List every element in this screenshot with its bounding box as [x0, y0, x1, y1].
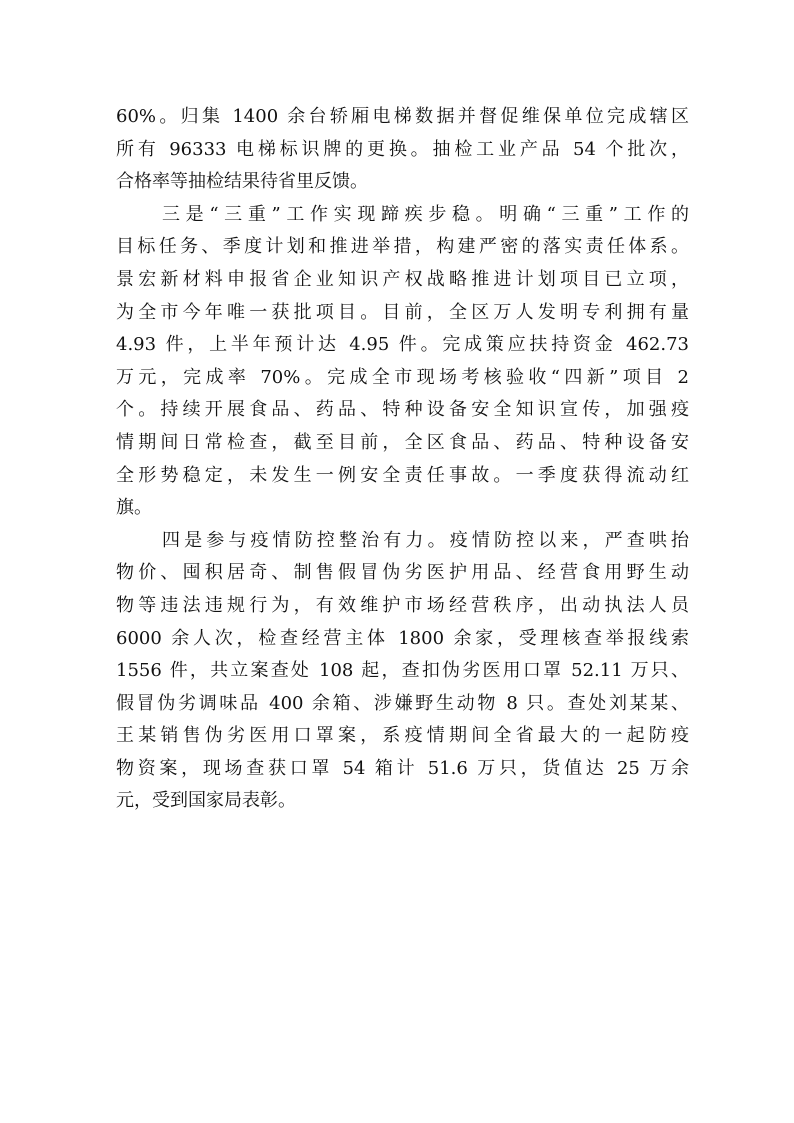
paragraph-2 [116, 199, 689, 525]
text-line: 四是参与疫情防控整治有力。疫情防控以来，严查哄抬 [162, 529, 689, 551]
text-line: 物资案，现场查获口罩 54 箱计 51.6 万只，货值达 25 万余 [116, 757, 689, 779]
text-line: 王某销售伪劣医用口罩案，系疫情期间全省最大的一起防疫 [116, 725, 689, 747]
text-line: 为全市今年唯一获批项目。目前，全区万人发明专利拥有量 [116, 301, 689, 323]
text-line: 旗。 [116, 497, 152, 519]
document-body [116, 101, 689, 818]
paragraph-1 [116, 101, 689, 199]
text-line: 个。持续开展食品、药品、特种设备安全知识宣传，加强疫 [116, 399, 689, 421]
text-line: 物价、囤积居奇、制售假冒伪劣医护用品、经营食用野生动 [116, 562, 689, 584]
text-line: 三是“三重”工作实现蹄疾步稳。明确“三重”工作的 [162, 203, 689, 225]
text-line: 元，受到国家局表彰。 [116, 790, 296, 812]
text-line: 所有 96333 电梯标识牌的更换。抽检工业产品 54 个批次， [116, 138, 689, 160]
text-line: 物等违法违规行为，有效维护市场经营秩序，出动执法人员 [116, 594, 689, 616]
text-line: 合格率等抽检结果待省里反馈。 [116, 171, 368, 193]
text-line: 4.93 件，上半年预计达 4.95 件。完成策应扶持资金 462.73 [116, 334, 689, 356]
text-line: 情期间日常检查，截至目前，全区食品、药品、特种设备安 [116, 431, 689, 453]
text-line: 目标任务、季度计划和推进举措，构建严密的落实责任体系。 [116, 236, 689, 258]
text-line: 假冒伪劣调味品 400 余箱、涉嫌野生动物 8 只。查处刘某某、 [116, 692, 689, 714]
text-line: 全形势稳定，未发生一例安全责任事故。一季度获得流动红 [116, 464, 689, 486]
text-line: 60%。归集 1400 余台轿厢电梯数据并督促维保单位完成辖区 [116, 106, 689, 127]
text-line: 景宏新材料申报省企业知识产权战略推进计划项目已立项， [116, 268, 689, 290]
text-line: 万元，完成率 70%。完成全市现场考核验收“四新”项目 2 [116, 366, 689, 388]
text-line: 6000 余人次，检查经营主体 1800 余家，受理核查举报线索 [116, 627, 689, 649]
text-line: 1556 件，共立案查处 108 起，查扣伪劣医用口罩 52.11 万只、 [116, 660, 689, 682]
paragraph-3 [116, 525, 689, 818]
